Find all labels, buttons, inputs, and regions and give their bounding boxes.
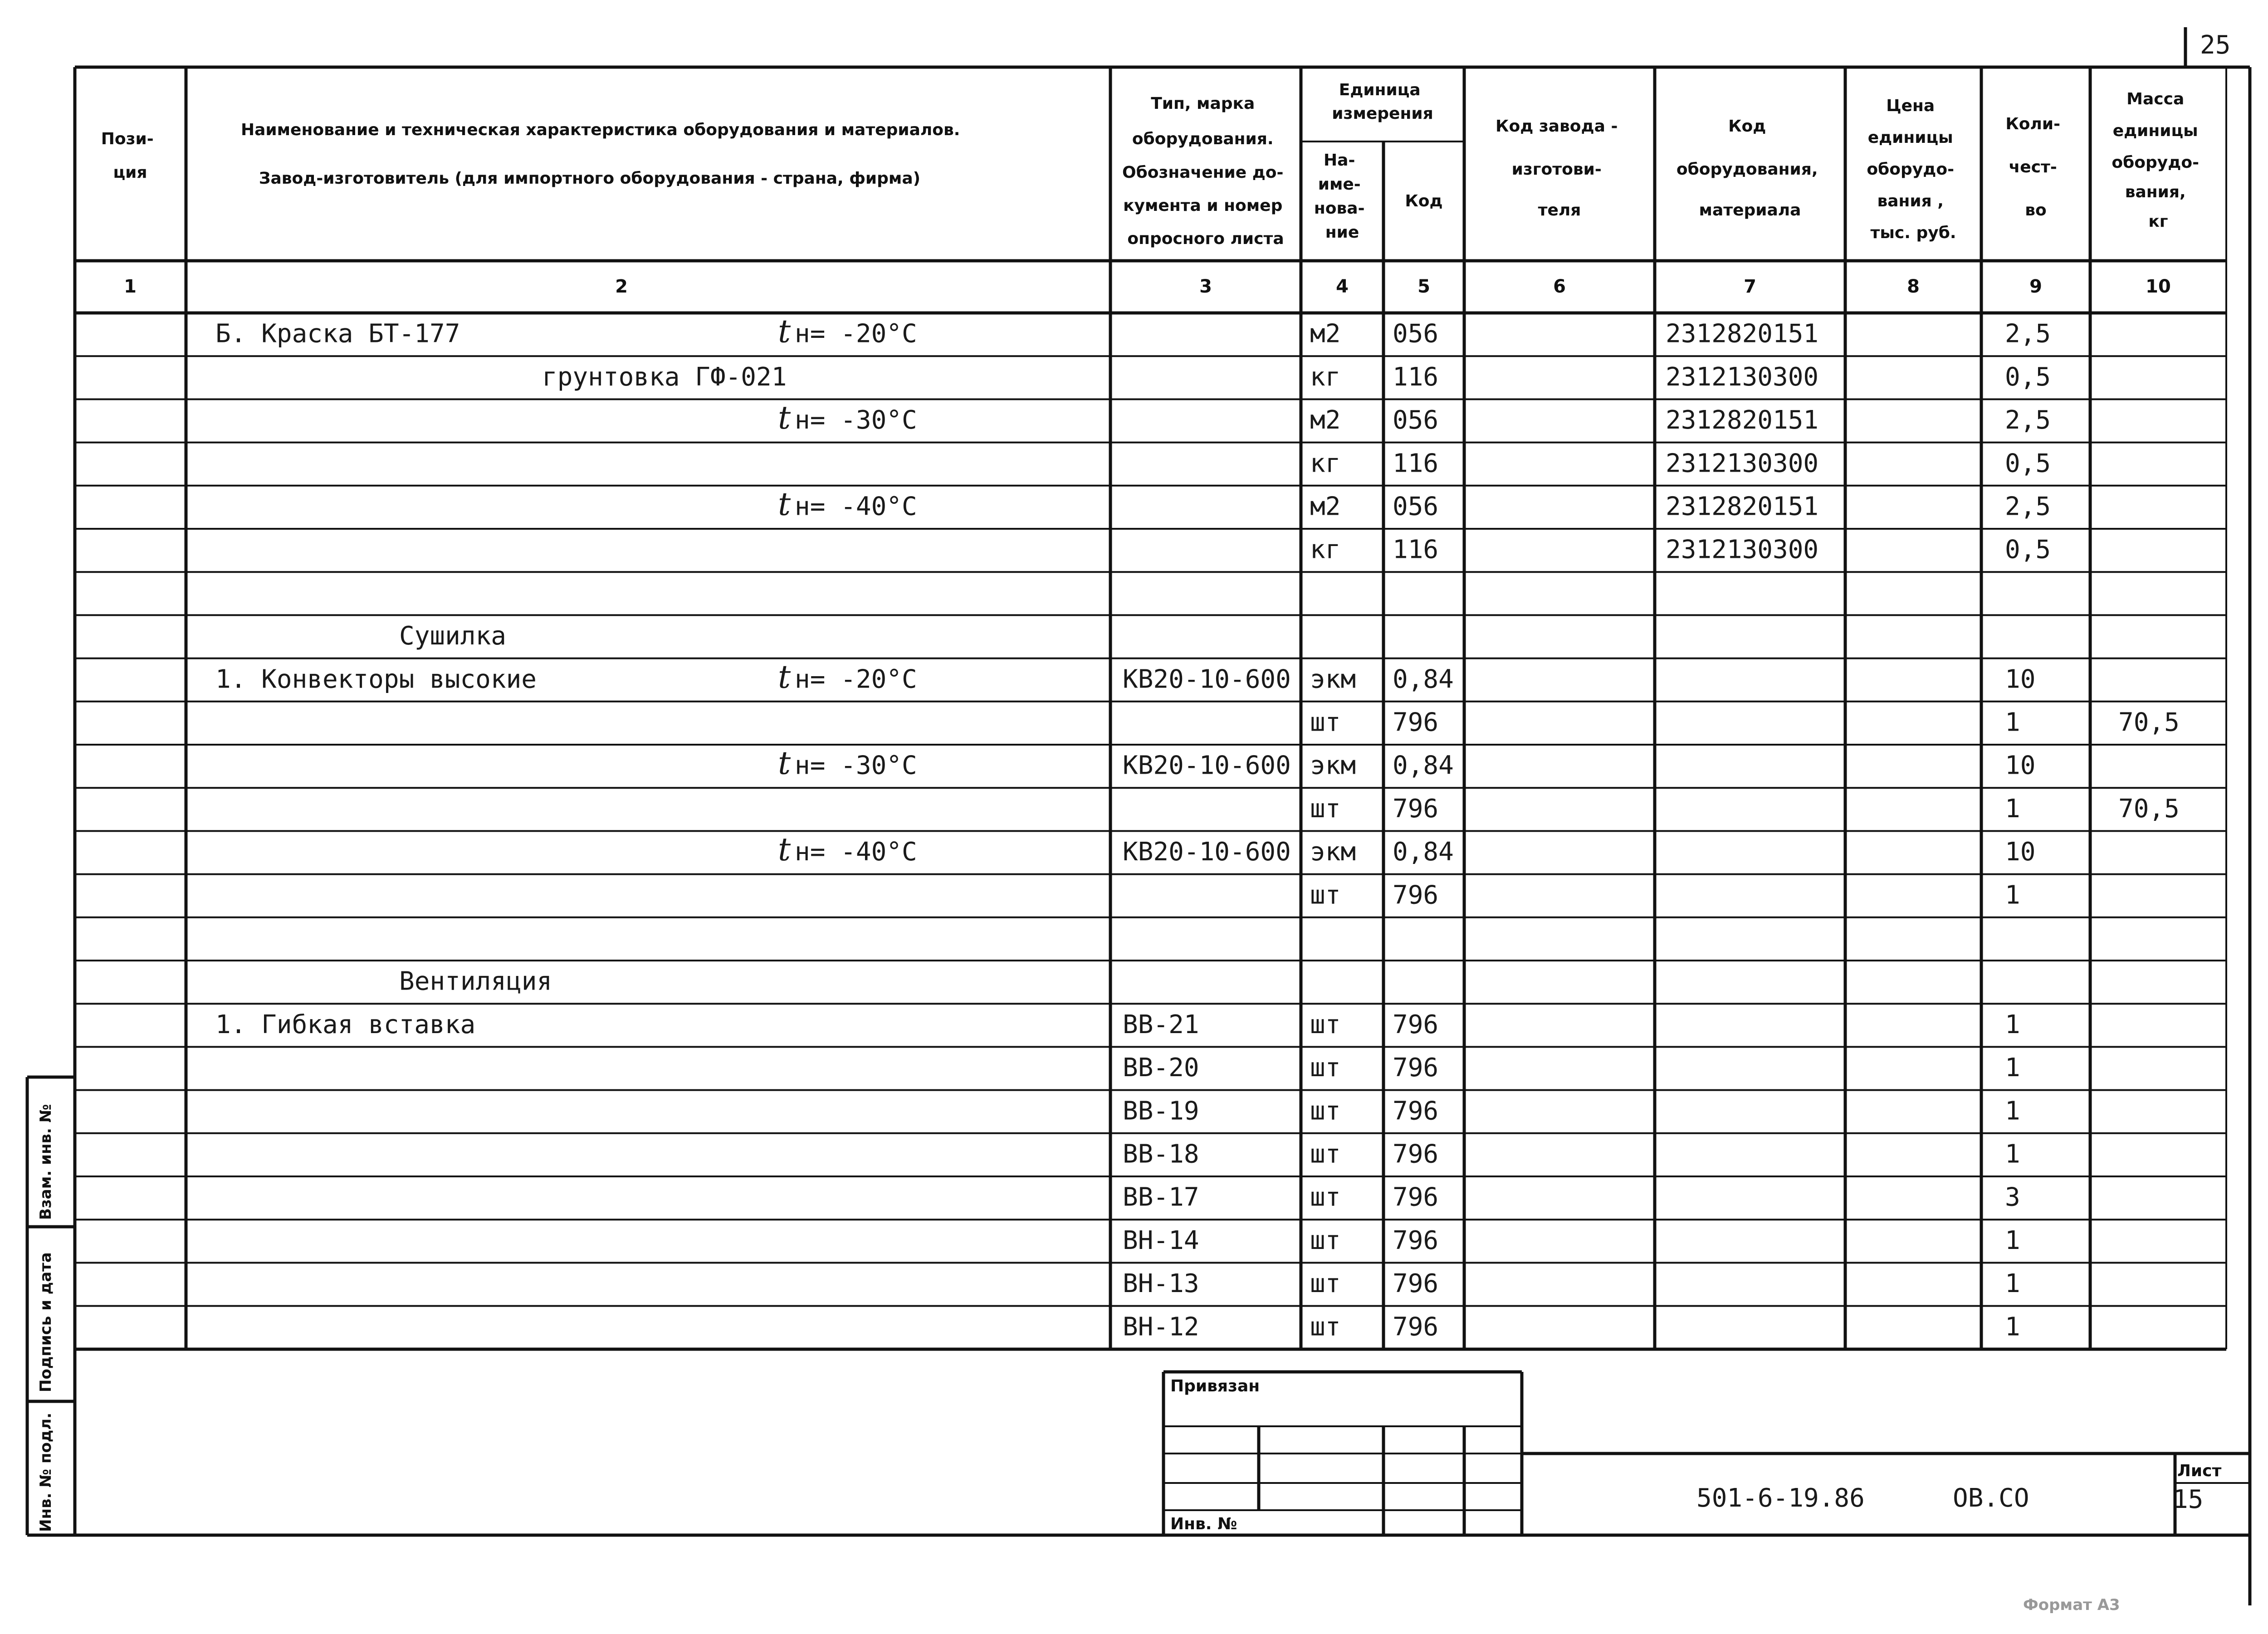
cell-material-code: 2312130300 xyxy=(1666,535,1819,565)
cell-temperature: н= -40°C xyxy=(795,492,917,522)
cell-code: 0,84 xyxy=(1393,664,1454,694)
cell-unit: экм xyxy=(1310,664,1356,694)
cell-quantity: 2,5 xyxy=(2005,492,2051,522)
cell-type: ВВ-20 xyxy=(1123,1053,1199,1083)
cell-temperature: н= -20°C xyxy=(795,664,917,694)
cell-code: 116 xyxy=(1393,362,1439,392)
cell-type: ВВ-18 xyxy=(1123,1139,1199,1169)
table-row xyxy=(75,745,2226,782)
table-row xyxy=(75,1263,2226,1298)
col-num-10: 10 xyxy=(2146,276,2171,297)
col-num-8: 8 xyxy=(1907,276,1920,297)
table-row xyxy=(75,961,2226,996)
table-row xyxy=(75,356,2226,392)
cell-mass: 70,5 xyxy=(2118,707,2180,737)
cell-temperature: н= -40°C xyxy=(795,837,917,867)
table-row xyxy=(75,658,2226,695)
table-row xyxy=(75,1219,2226,1255)
cell-quantity: 0,5 xyxy=(2005,535,2051,565)
cell-code: 0,84 xyxy=(1393,837,1454,867)
cell-name: Б. Краска БТ-177 xyxy=(215,319,460,349)
header-price: Цена единицы оборудо- вания , тыс. руб. xyxy=(1867,97,1956,242)
cell-code: 796 xyxy=(1393,1225,1439,1255)
col-num-4: 4 xyxy=(1336,276,1349,297)
cell-quantity: 1 xyxy=(2005,1225,2020,1255)
inv-label: Инв. № xyxy=(1170,1515,1237,1533)
cell-temperature: н= -20°C xyxy=(795,319,917,349)
cell-type: ВВ-21 xyxy=(1123,1010,1199,1039)
header-mass: Масса единицы оборудо- вания, кг xyxy=(2112,90,2200,231)
cell-code: 116 xyxy=(1393,449,1439,478)
cell-type: КВ20-10-600 xyxy=(1123,751,1291,780)
cell-quantity: 1 xyxy=(2005,794,2020,824)
cell-quantity: 1 xyxy=(2005,1312,2020,1342)
cell-unit: шт xyxy=(1310,1269,1341,1299)
sheet-label: Лист xyxy=(2177,1462,2222,1480)
attached-label: Привязан xyxy=(1170,1377,1260,1395)
cell-quantity: 0,5 xyxy=(2005,449,2051,478)
cell-quantity: 1 xyxy=(2005,880,2020,910)
cell-code: 796 xyxy=(1393,1182,1439,1212)
cell-unit: шт xyxy=(1310,1139,1341,1169)
temp-symbol: t xyxy=(778,658,791,696)
cell-quantity: 10 xyxy=(2005,751,2036,780)
table-row xyxy=(215,313,2051,350)
cell-unit: шт xyxy=(1310,707,1341,737)
cell-type: КВ20-10-600 xyxy=(1123,837,1291,867)
header-quantity: Коли- чест- во xyxy=(2005,115,2061,219)
temp-symbol: t xyxy=(778,744,791,782)
cell-code: 056 xyxy=(1393,492,1439,522)
side-label-replaced-inv: Взам. инв. № xyxy=(37,1104,55,1220)
cell-name: грунтовка ГФ-021 xyxy=(542,362,787,392)
table-row xyxy=(75,874,2226,910)
cell-code: 796 xyxy=(1393,1053,1439,1083)
cell-material-code: 2312820151 xyxy=(1666,492,1819,522)
cell-unit: кг xyxy=(1310,535,1341,565)
cell-type: ВВ-19 xyxy=(1123,1096,1199,1126)
cell-quantity: 1 xyxy=(2005,1053,2020,1083)
header-type: Тип, марка оборудования. Обозначение до- кумента и номер опросного листа xyxy=(1122,94,1284,248)
col-num-3: 3 xyxy=(1199,276,1212,297)
header-factory-code: Код завода - изготови- теля xyxy=(1496,117,1618,219)
cell-code: 796 xyxy=(1393,707,1439,737)
table-row xyxy=(75,702,2226,737)
header-unit-code: Код xyxy=(1405,192,1443,210)
cell-unit: кг xyxy=(1310,362,1341,392)
table-row xyxy=(75,1133,2226,1169)
cell-material-code: 2312130300 xyxy=(1666,449,1819,478)
column-numbers-row xyxy=(124,276,2171,297)
title-block xyxy=(1163,1372,2250,1535)
table-row xyxy=(75,1090,2226,1126)
cell-mass: 70,5 xyxy=(2118,794,2180,824)
cell-code: 796 xyxy=(1393,1096,1439,1126)
cell-unit: м2 xyxy=(1310,319,1341,349)
cell-unit: шт xyxy=(1310,1182,1341,1212)
col-num-2: 2 xyxy=(615,276,628,297)
temp-symbol: t xyxy=(778,485,791,523)
sheet-frame xyxy=(27,67,2250,1605)
table-header xyxy=(101,81,2205,248)
cell-code: 796 xyxy=(1393,1010,1439,1039)
cell-quantity: 1 xyxy=(2005,1096,2020,1126)
page-number-box xyxy=(2185,27,2250,67)
cell-unit: шт xyxy=(1310,1225,1341,1255)
cell-code: 796 xyxy=(1393,880,1439,910)
header-material-code: Код оборудования, материала xyxy=(1676,117,1818,219)
col-num-1: 1 xyxy=(124,276,137,297)
cell-unit: шт xyxy=(1310,1053,1341,1083)
header-unit-name: На- име- нова- ние xyxy=(1314,151,1365,242)
page-number: 25 xyxy=(2200,30,2231,60)
cell-unit: м2 xyxy=(1310,405,1341,435)
table-row xyxy=(75,831,2226,868)
cell-type: ВН-13 xyxy=(1123,1269,1199,1299)
col-num-6: 6 xyxy=(1553,276,1566,297)
table-body xyxy=(75,313,2226,1342)
left-margin-strip xyxy=(27,1077,75,1535)
table-row xyxy=(75,1176,2226,1212)
col-num-5: 5 xyxy=(1418,276,1430,297)
cell-quantity: 1 xyxy=(2005,707,2020,737)
cell-unit: шт xyxy=(1310,1096,1341,1126)
doc-code: 501-6-19.86 xyxy=(1696,1483,1865,1513)
table-row xyxy=(75,615,2226,651)
cell-name: 1. Гибкая вставка xyxy=(215,1010,476,1039)
cell-quantity: 2,5 xyxy=(2005,319,2051,349)
header-name: Наименование и техническая характеристика оборудования и материалов. Завод-изготовитель (для импортного оборудования - страна, фирма) xyxy=(240,121,960,188)
cell-unit: м2 xyxy=(1310,492,1341,522)
section-code: ОВ.СО xyxy=(1953,1483,2029,1513)
cell-temperature: н= -30°C xyxy=(795,751,917,780)
cell-unit: кг xyxy=(1310,449,1341,478)
temp-symbol: t xyxy=(778,831,791,868)
cell-unit: шт xyxy=(1310,1010,1341,1039)
cell-material-code: 2312130300 xyxy=(1666,362,1819,392)
cell-quantity: 0,5 xyxy=(2005,362,2051,392)
table-row xyxy=(75,399,2226,436)
side-label-inv-orig: Инв. № подл. xyxy=(37,1412,55,1532)
col-num-9: 9 xyxy=(2029,276,2042,297)
header-unit-group: Единица измерения xyxy=(1332,81,1433,123)
cell-unit: экм xyxy=(1310,751,1356,780)
table-row xyxy=(75,788,2226,824)
cell-material-code: 2312820151 xyxy=(1666,405,1819,435)
cell-quantity: 3 xyxy=(2005,1182,2020,1212)
cell-unit: экм xyxy=(1310,837,1356,867)
cell-quantity: 1 xyxy=(2005,1139,2020,1169)
cell-quantity: 1 xyxy=(2005,1010,2020,1039)
cell-unit: шт xyxy=(1310,794,1341,824)
cell-unit: шт xyxy=(1310,880,1341,910)
cell-name: Вентиляция xyxy=(399,966,552,996)
cell-quantity: 2,5 xyxy=(2005,405,2051,435)
cell-unit: шт xyxy=(1310,1312,1341,1342)
table-row xyxy=(75,529,2226,565)
sheet-number: 15 xyxy=(2173,1485,2204,1514)
cell-quantity: 10 xyxy=(2005,664,2036,694)
cell-code: 796 xyxy=(1393,1312,1439,1342)
side-label-sign-date: Подпись и дата xyxy=(37,1252,55,1392)
cell-code: 056 xyxy=(1393,405,1439,435)
cell-quantity: 1 xyxy=(2005,1269,2020,1299)
cell-code: 116 xyxy=(1393,535,1439,565)
cell-code: 0,84 xyxy=(1393,751,1454,780)
temp-symbol: t xyxy=(778,312,791,350)
cell-material-code: 2312820151 xyxy=(1666,319,1819,349)
col-num-7: 7 xyxy=(1744,276,1756,297)
cell-code: 796 xyxy=(1393,794,1439,824)
cell-type: ВН-12 xyxy=(1123,1312,1199,1342)
cell-code: 056 xyxy=(1393,319,1439,349)
table-row xyxy=(75,486,2226,523)
cell-temperature: н= -30°C xyxy=(795,405,917,435)
header-position: Пози- ция xyxy=(101,130,154,182)
cell-quantity: 10 xyxy=(2005,837,2036,867)
cell-type: ВВ-17 xyxy=(1123,1182,1199,1212)
table-row xyxy=(75,1047,2226,1083)
cell-type: КВ20-10-600 xyxy=(1123,664,1291,694)
cell-code: 796 xyxy=(1393,1139,1439,1169)
cell-name: 1. Конвекторы высокие xyxy=(215,664,537,694)
table-row xyxy=(75,1306,2226,1342)
table-row xyxy=(75,443,2226,478)
temp-symbol: t xyxy=(778,399,791,437)
cell-code: 796 xyxy=(1393,1269,1439,1299)
cell-name: Сушилка xyxy=(399,621,507,651)
cell-type: ВН-14 xyxy=(1123,1225,1199,1255)
format-label: Формат А3 xyxy=(2023,1596,2120,1614)
table-row xyxy=(75,1004,2226,1039)
